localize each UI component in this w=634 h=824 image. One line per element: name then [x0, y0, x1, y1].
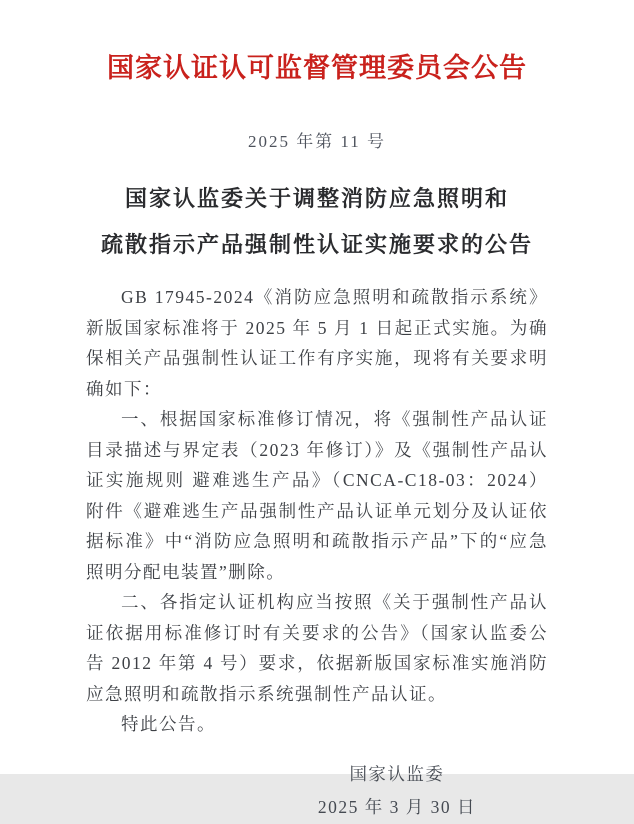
document-title: 国家认证认可监督管理委员会公告: [107, 53, 527, 83]
signature-block: [318, 758, 476, 824]
document-body: [86, 282, 548, 740]
heading-line-2: 疏散指示产品强制性认证实施要求的公告: [100, 232, 533, 257]
announcement-heading: [0, 176, 634, 268]
signature-date: 2025 年 3 月 30 日: [317, 796, 476, 817]
heading-line-1: 国家认监委关于调整消防应急照明和: [124, 186, 509, 211]
paragraph-closing: 特此公告。: [121, 714, 216, 734]
paragraph-intro: GB 17945-2024《消防应急照明和疏散指示系统》新版国家标准将于 2025 年 5 月 1 日起正式实施。为确保相关产品强制性认证工作有序实施，现将有关要求明确如下：: [86, 287, 548, 399]
signature-issuer: 国家认监委: [349, 763, 445, 784]
paragraph-item-1: 一、根据国家标准修订情况，将《强制性产品认证目录描述与界定表（2023 年修订）》及《强制性产品认证实施规则 避难逃生产品》（CNCA-C18-03：2024）附件《避难逃生产品强制性产品认证单元划分及认证依据标准》中“消防应急照明和疏散指示产品”下的“应急照明分配电装置”删除。: [86, 409, 548, 582]
document-number: 2025 年第 11 号: [247, 132, 387, 151]
paragraph-item-2: 二、各指定认证机构应当按照《关于强制性产品认证依据用标准修订时有关要求的公告》（国家认监委公告 2012 年第 4 号）要求，依据新版国家标准实施消防应急照明和疏散指示系统强制性产品认证。: [86, 592, 548, 704]
